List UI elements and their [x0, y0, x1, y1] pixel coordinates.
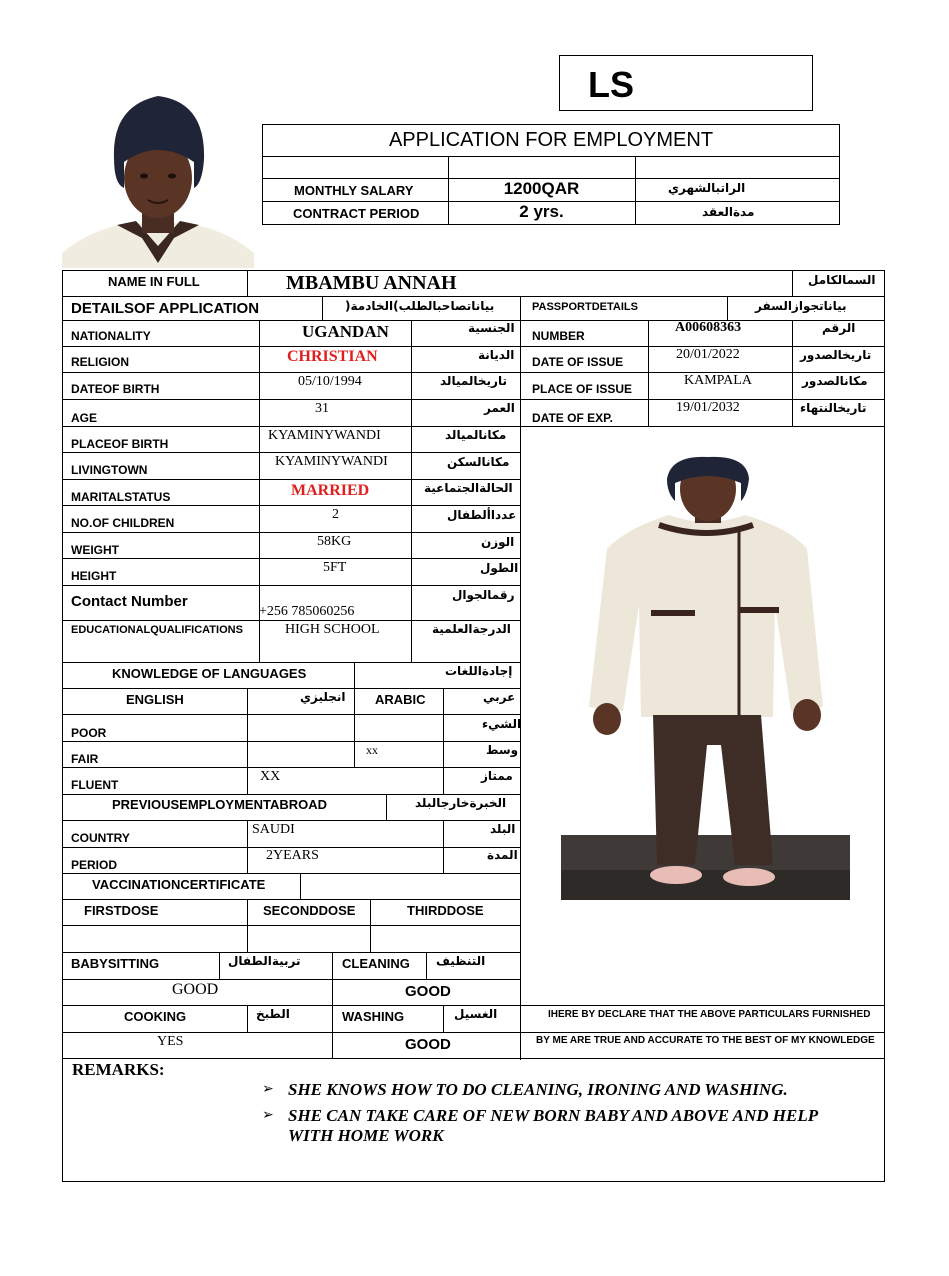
cooking-ar: الطبخ	[256, 1007, 290, 1021]
age-ar: العمر	[484, 401, 515, 415]
children-ar: عدداألطفال	[447, 508, 517, 522]
expiry-value: 19/01/2032	[676, 400, 740, 415]
vaccination-label: VACCINATIONCERTIFICATE	[92, 877, 266, 892]
name-label: NAME IN FULL	[108, 274, 200, 289]
declaration-line2: BY ME ARE TRUE AND ACCURATE TO THE BEST OF MY KNOWLEDGE	[536, 1035, 875, 1046]
arabic-header: ARABIC	[375, 692, 426, 707]
nationality-value: UGANDAN	[302, 322, 389, 341]
dob-label: DATEOF BIRTH	[71, 382, 160, 396]
religion-ar: الديانة	[478, 348, 515, 362]
period-ar: المدة	[487, 848, 518, 862]
passport-number-ar: الرقم	[822, 321, 856, 335]
languages-label: KNOWLEDGE OF LANGUAGES	[112, 666, 307, 681]
weight-ar: الوزن	[481, 535, 515, 549]
second-dose-label: SECONDDOSE	[263, 903, 356, 918]
third-dose-label: THIRDDOSE	[407, 903, 484, 918]
dob-value: 05/10/1994	[298, 374, 362, 389]
declaration-line1: IHERE BY DECLARE THAT THE ABOVE PARTICULARS FURNISHED	[548, 1009, 871, 1020]
livingtown-ar: مكانالسكن	[447, 455, 510, 469]
code-label: LS	[588, 64, 635, 105]
livingtown-label: LIVINGTOWN	[71, 463, 148, 477]
name-ar: السمالكامل	[808, 273, 876, 287]
passport-number-value: A00608363	[675, 320, 742, 335]
marital-label: MARITALSTATUS	[71, 490, 171, 504]
babysitting-value: GOOD	[172, 981, 219, 998]
contact-value: +256 785060256	[259, 604, 355, 619]
issue-date-ar: تاريخالصدور	[800, 348, 872, 362]
contract-value: 2 yrs.	[519, 202, 564, 221]
weight-label: WEIGHT	[71, 543, 119, 557]
salary-label: MONTHLY SALARY	[294, 183, 414, 198]
level-poor-label: POOR	[71, 726, 107, 740]
education-label: EDUCATIONALQUALIFICATIONS	[71, 624, 243, 636]
period-value: 2YEARS	[266, 848, 319, 863]
level-poor-ar: الشيء	[482, 717, 522, 731]
contact-label: Contact Number	[71, 593, 188, 610]
issue-date-label: DATE OF ISSUE	[532, 355, 624, 369]
washing-ar: الغسيل	[454, 1007, 498, 1021]
issue-place-ar: مكانالصدور	[802, 374, 868, 388]
age-value: 31	[315, 401, 329, 416]
cleaning-label: CLEANING	[342, 956, 410, 971]
contact-ar: رقمالجوال	[452, 588, 515, 602]
form-title: APPLICATION FOR EMPLOYMENT	[388, 129, 714, 151]
marital-ar: الحالةالجتماعية	[424, 481, 513, 495]
weight-value: 58KG	[317, 534, 352, 549]
fluent-english-mark: XX	[260, 769, 281, 784]
cooking-label: COOKING	[124, 1009, 187, 1024]
salary-ar: الراتبالشهري	[668, 181, 746, 195]
dob-ar: تاريخالميالد	[440, 374, 507, 388]
children-value: 2	[332, 507, 339, 522]
children-label: NO.OF CHILDREN	[71, 516, 175, 530]
bullet-2-icon: ➢	[262, 1107, 274, 1123]
remarks-label: REMARKS:	[72, 1060, 165, 1079]
country-ar: البلد	[490, 822, 516, 836]
remark-2: SHE CAN TAKE CARE OF NEW BORN BABY AND ABOVE AND HELP	[288, 1106, 819, 1125]
education-value: HIGH SCHOOL	[285, 622, 380, 637]
height-label: HEIGHT	[71, 569, 117, 583]
level-fluent-label: FLUENT	[71, 778, 119, 792]
first-dose-label: FIRSTDOSE	[84, 903, 159, 918]
languages-ar: إجادةاللغات	[445, 664, 513, 678]
level-fair-ar: وسط	[486, 743, 519, 757]
remark-3: WITH HOME WORK	[288, 1126, 444, 1145]
marital-value: MARRIED	[291, 482, 370, 499]
washing-value: GOOD	[405, 1036, 451, 1053]
period-label: PERIOD	[71, 858, 118, 872]
cleaning-ar: التنظيف	[436, 954, 486, 968]
pob-label: PLACEOF BIRTH	[71, 437, 169, 451]
level-fair-label: FAIR	[71, 752, 99, 766]
washing-label: WASHING	[342, 1009, 405, 1024]
name-value: MBAMBU ANNAH	[286, 272, 457, 294]
salary-value: 1200QAR	[503, 179, 580, 198]
religion-value: CHRISTIAN	[287, 348, 378, 365]
issue-place-value: KAMPALA	[684, 373, 752, 388]
contract-ar: مدةالعقد	[702, 205, 755, 219]
cleaning-value: GOOD	[405, 983, 451, 1000]
expiry-ar: تاريخالنتهاء	[800, 401, 867, 415]
english-ar: انجليزي	[300, 690, 346, 704]
expiry-label: DATE OF EXP.	[532, 411, 613, 425]
english-header: ENGLISH	[126, 692, 184, 707]
passport-number-label: NUMBER	[532, 329, 585, 343]
details-ar: بياناتصاحبالطلب)الخادمة(	[345, 299, 495, 313]
passport-label: PASSPORTDETAILS	[532, 301, 638, 313]
nationality-ar: الجنسية	[468, 321, 515, 335]
portrait-photo	[62, 88, 254, 268]
employment-ar: الخبرةخارجالبلد	[415, 796, 507, 810]
fair-arabic-mark: xx	[366, 743, 378, 757]
remark-1: SHE KNOWS HOW TO DO CLEANING, IRONING AND WASHING.	[288, 1080, 788, 1099]
arabic-ar: عربي	[483, 690, 516, 704]
pob-value: KYAMINYWANDI	[268, 428, 381, 443]
country-value: SAUDI	[252, 822, 295, 837]
level-fluent-ar: ممتاز	[481, 769, 513, 783]
height-ar: الطول	[480, 561, 519, 575]
passport-ar: بياناتجوازالسفر	[755, 299, 847, 313]
religion-label: RELIGION	[71, 355, 130, 369]
babysitting-ar: تربيةالطفال	[228, 954, 301, 968]
education-ar: الدرجةالعلمية	[432, 622, 511, 636]
cooking-value: YES	[157, 1034, 184, 1049]
babysitting-label: BABYSITTING	[71, 956, 160, 971]
pob-ar: مكانالميالد	[445, 428, 507, 442]
details-label: DETAILSOF APPLICATION	[71, 300, 260, 317]
employment-label: PREVIOUSEMPLOYMENTABROAD	[112, 797, 327, 812]
livingtown-value: KYAMINYWANDI	[275, 454, 388, 469]
bullet-1-icon: ➢	[262, 1081, 274, 1097]
age-label: AGE	[71, 411, 98, 425]
full-body-photo	[561, 445, 850, 900]
nationality-label: NATIONALITY	[71, 329, 151, 343]
height-value: 5FT	[323, 560, 347, 575]
country-label: COUNTRY	[71, 831, 130, 845]
contract-label: CONTRACT PERIOD	[293, 206, 420, 221]
issue-place-label: PLACE OF ISSUE	[532, 382, 633, 396]
issue-date-value: 20/01/2022	[676, 347, 740, 362]
